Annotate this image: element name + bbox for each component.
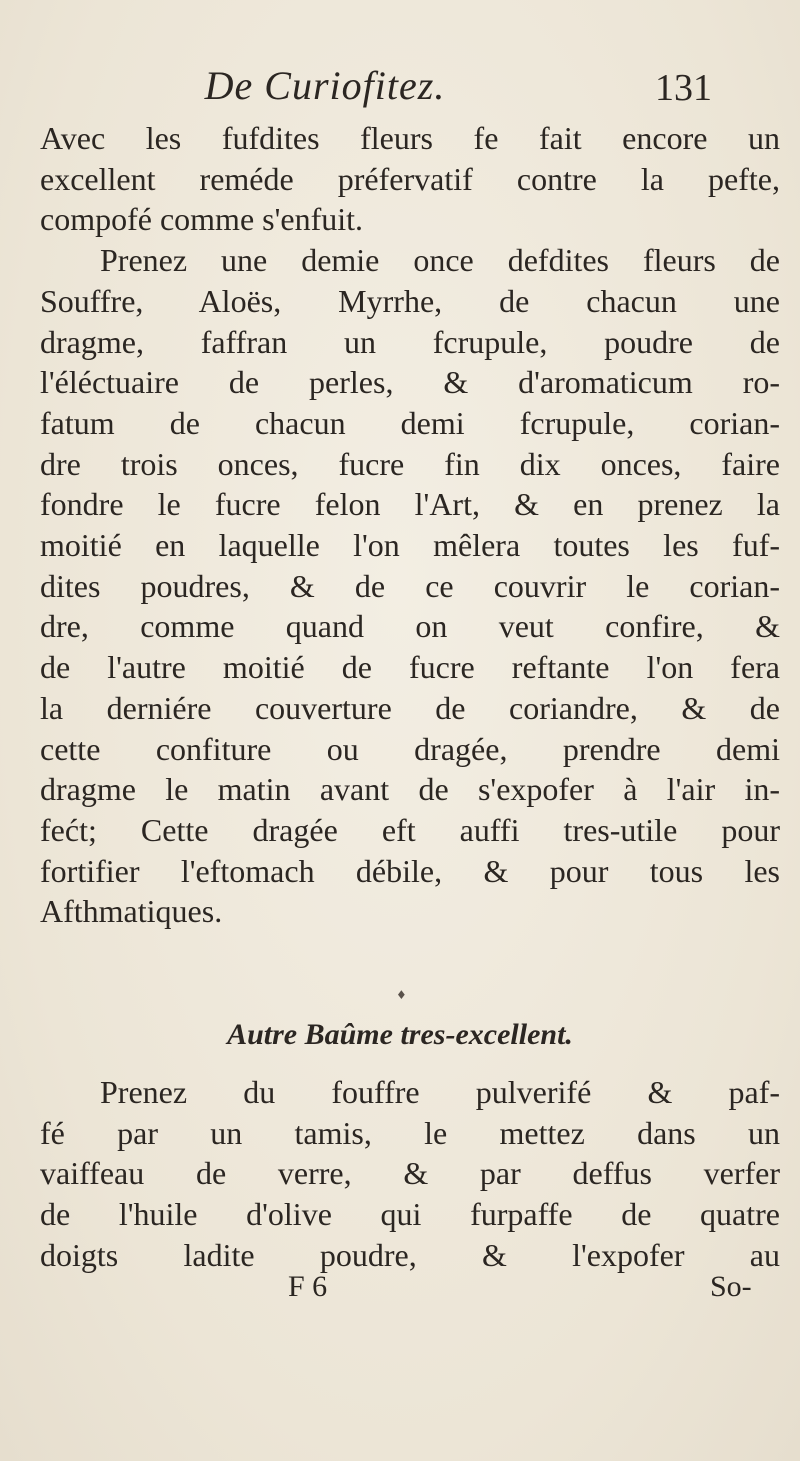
text-line: dragme le matin avant de s'expofer à l'air in- [40,771,780,808]
text-line: cette confiture ou dragée, prendre demi [40,730,780,767]
section-title: Autre Baûme tres-excellent. [227,1018,573,1051]
running-title: De Curiofitez. [204,63,446,108]
page-header [0,62,800,122]
second-text [40,1072,780,1276]
main-text [40,118,780,932]
paragraph-balm [40,1072,780,1276]
text-line: moitié en laquelle l'on mêlera toutes les fuf- [40,527,780,564]
text-line: fortifier l'eftomach débile, & pour tous les [40,852,780,889]
text-line: Prenez du fouffre pulverifé & paf- [100,1074,780,1110]
text-line: Prenez une demie once defdites fleurs de [100,242,780,279]
text-line: fondre le fucre felon l'Art, & en prenez la [40,486,780,523]
text-line: dragme, faffran un fcrupule, poudre de [40,323,780,360]
catchword: So- [710,1270,752,1303]
text-line: fatum de chacun demi fcrupule, corian- [40,404,780,441]
text-line: Afthmatiques. [40,893,223,930]
text-line: de l'huile d'olive qui furpaffe de quatre [40,1196,780,1233]
text-line: Souffre, Aloës, Myrrhe, de chacun une [40,282,780,319]
text-line: dre trois onces, fucre fin dix onces, faire [40,445,780,482]
text-line: Avec les fufdites fleurs fe fait encore un [40,120,780,156]
text-line: l'éléctuaire de perles, & d'aromaticum ro- [40,364,780,401]
paragraph-intro [40,118,780,240]
text-line: fé par un tamis, le mettez dans un [40,1114,780,1151]
paragraph-recipe [40,240,780,932]
text-line: dites poudres, & de ce couvrir le corian- [40,567,780,604]
text-line: excellent reméde préfervatif contre la pefte, [40,160,780,197]
text-line: de l'autre moitié de fucre reftante l'on fera [40,649,780,686]
text-line: compofé comme s'enfuit. [40,201,363,238]
page-footer [0,1270,800,1310]
text-line: vaiffeau de verre, & par deffus verfer [40,1155,780,1192]
page-number: 131 [655,67,712,109]
printer-ornament: ♦ [396,988,407,1002]
text-line: la derniére couverture de coriandre, & de [40,689,780,726]
text-line: doigts ladite poudre, & l'expofer au [40,1236,780,1273]
text-line: fećt; Cette dragée eft auffi tres-utile pour [40,811,780,848]
signature-mark: F 6 [288,1270,328,1303]
text-line: dre, comme quand on veut confire, & [40,608,780,645]
